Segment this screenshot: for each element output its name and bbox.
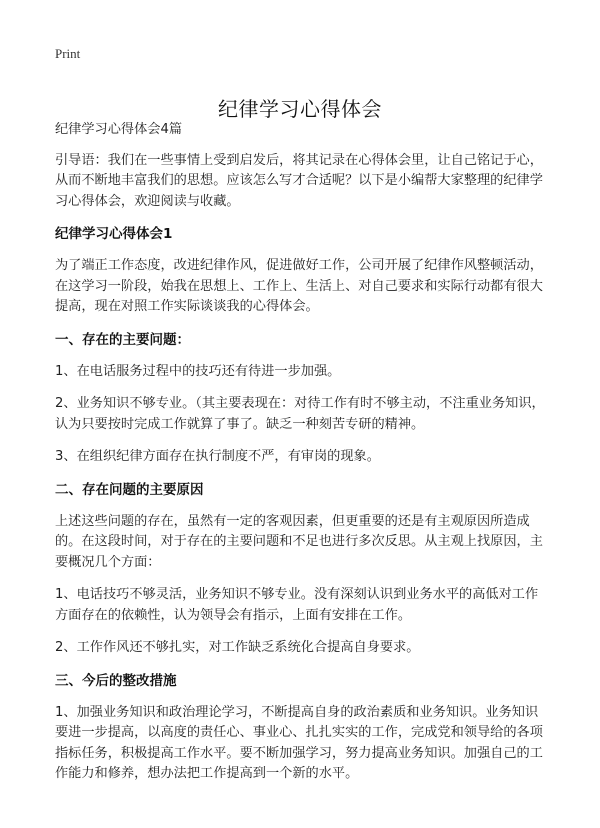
problem-item-3: 3、在组织纪律方面存在执行制度不严，有审岗的现象。 bbox=[55, 449, 380, 464]
page-title: 纪律学习心得体会 bbox=[218, 97, 382, 122]
problems-heading: 一、存在的主要问题： bbox=[55, 331, 190, 348]
causes-paragraph: 上述这些问题的存在，虽然有一定的客观因素，但更重要的还是有主观原因所造成的。在这段时间，对于存在的主要问题和不足也进行多次反思。从主观上找原因，主要概况几个方面： bbox=[55, 513, 543, 570]
article-subtitle: 纪律学习心得体会4篇 bbox=[55, 122, 183, 137]
cause-item-1: 1、电话技巧不够灵活，业务知识不够专业。没有深刻认识到业务水平的高低对工作方面存在的依赖性，认为领导会有指示，上面有安排在工作。 bbox=[55, 587, 539, 623]
problem-item-2: 2、业务知识不够专业。（其主要表现在：对待工作有时不够主动，不注重业务知识，认为只要按时完成工作就算了事了。缺乏一种刻苦专研的精神。 bbox=[55, 396, 545, 432]
measure-item-1: 1、加强业务知识和政治理论学习，不断提高自身的政治素质和业务知识。业务知识要进一步提高，以高度的责任心、事业心、扎扎实实的工作，完成党和领导给的各项指标任务，积极提高工作水平。要不断加强学习，努力提高业务知识。加强自己的工作能力和修养，想办法把工作提高到一个新的水平。 bbox=[55, 704, 543, 781]
section-heading-1: 纪律学习心得体会1 bbox=[55, 226, 173, 242]
print-link[interactable]: Print bbox=[55, 46, 81, 61]
intro-paragraph: 引导语：我们在一些事情上受到启发后，将其记录在心得体会里，让自己铭记于心，从而不断地丰富我们的思想。应该怎么写才合适呢？以下是小编帮大家整理的纪律学习心得体会，欢迎阅读与收藏。 bbox=[55, 152, 543, 209]
cause-item-2: 2、工作作风还不够扎实，对工作缺乏系统化合提高自身要求。 bbox=[55, 640, 420, 655]
measures-heading: 三、今后的整改措施 bbox=[55, 672, 177, 689]
problem-item-1: 1、在电话服务过程中的技巧还有待进一步加强。 bbox=[55, 363, 341, 379]
section-paragraph-1: 为了端正工作态度，改进纪律作风，促进做好工作，公司开展了纪律作风整顿活动，在这学习一阶段，始我在思想上、工作上、生活上、对自己要求和实际行动都有很大提高，现在对照工作实际谈谈我的心得体会。 bbox=[55, 258, 543, 314]
article-body bbox=[55, 120, 547, 797]
causes-heading: 二、存在问题的主要原因 bbox=[55, 481, 204, 498]
